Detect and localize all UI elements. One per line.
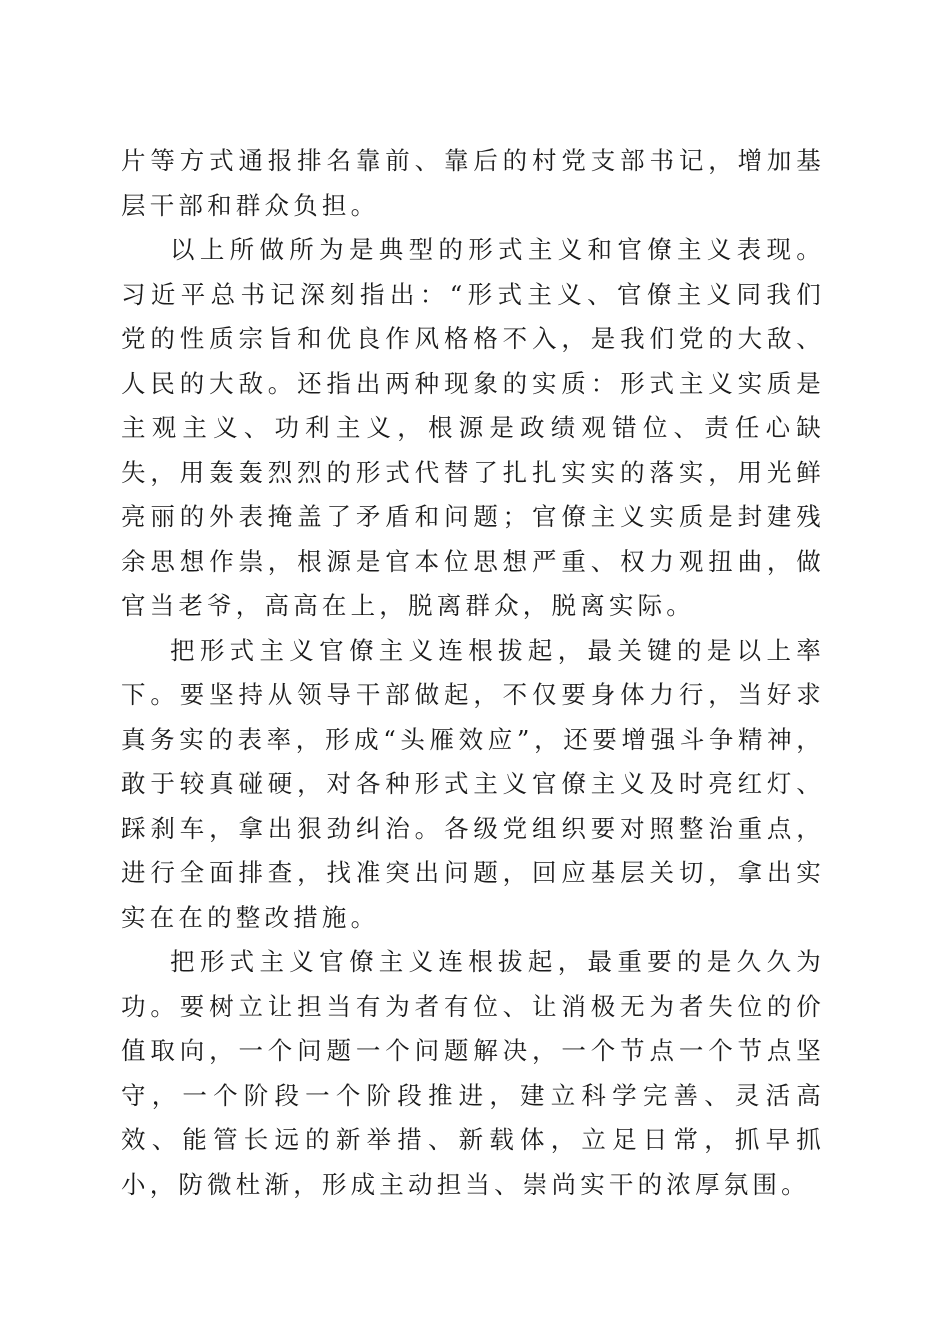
paragraph-formalism-definition: 以上所做所为是典型的形式主义和官僚主义表现。习近平总书记深刻指出：“形式主义、官僚主义同我们党的性质宗旨和优良作风格格不入，是我们党的大敌、人民的大敌。还指出两种现象的实质：形式主义实质是主观主义、功利主义，根源是政绩观错位、责任心缺失，用轰轰烈烈的形式代替了扎扎实实的落实，用光鲜亮丽的外表掩盖了矛盾和问题；官僚主义实质是封建残余思想作祟，根源是官本位思想严重、权力观扭曲，做官当老爷，高高在上，脱离群众，脱离实际。 [121,235,825,620]
paragraph-lead-by-example: 把形式主义官僚主义连根拔起，最关键的是以上率下。要坚持从领导干部做起，不仅要身体力行，当好求真务实的表率，形成“头雁效应”，还要增强斗争精神，敢于较真碰硬，对各种形式主义官僚主义及时亮红灯、踩刹车，拿出狠劲纠治。各级党组织要对照整治重点，进行全面排查，找准突出问题，回应基层关切，拿出实实在在的整改措施。 [121,635,825,932]
paragraph-long-term-effort: 把形式主义官僚主义连根拔起，最重要的是久久为功。要树立让担当有为者有位、让消极无为者失位的价值取向，一个问题一个问题解决，一个节点一个节点坚守，一个阶段一个阶段推进，建立科学完善、灵活高效、能管长远的新举措、新载体，立足日常，抓早抓小，防微杜渐，形成主动担当、崇尚实干的浓厚氛围。 [121,947,825,1199]
document-body [121,139,825,1207]
paragraph-continuation: 片等方式通报排名靠前、靠后的村党支部书记，增加基层干部和群众负担。 [121,146,825,220]
